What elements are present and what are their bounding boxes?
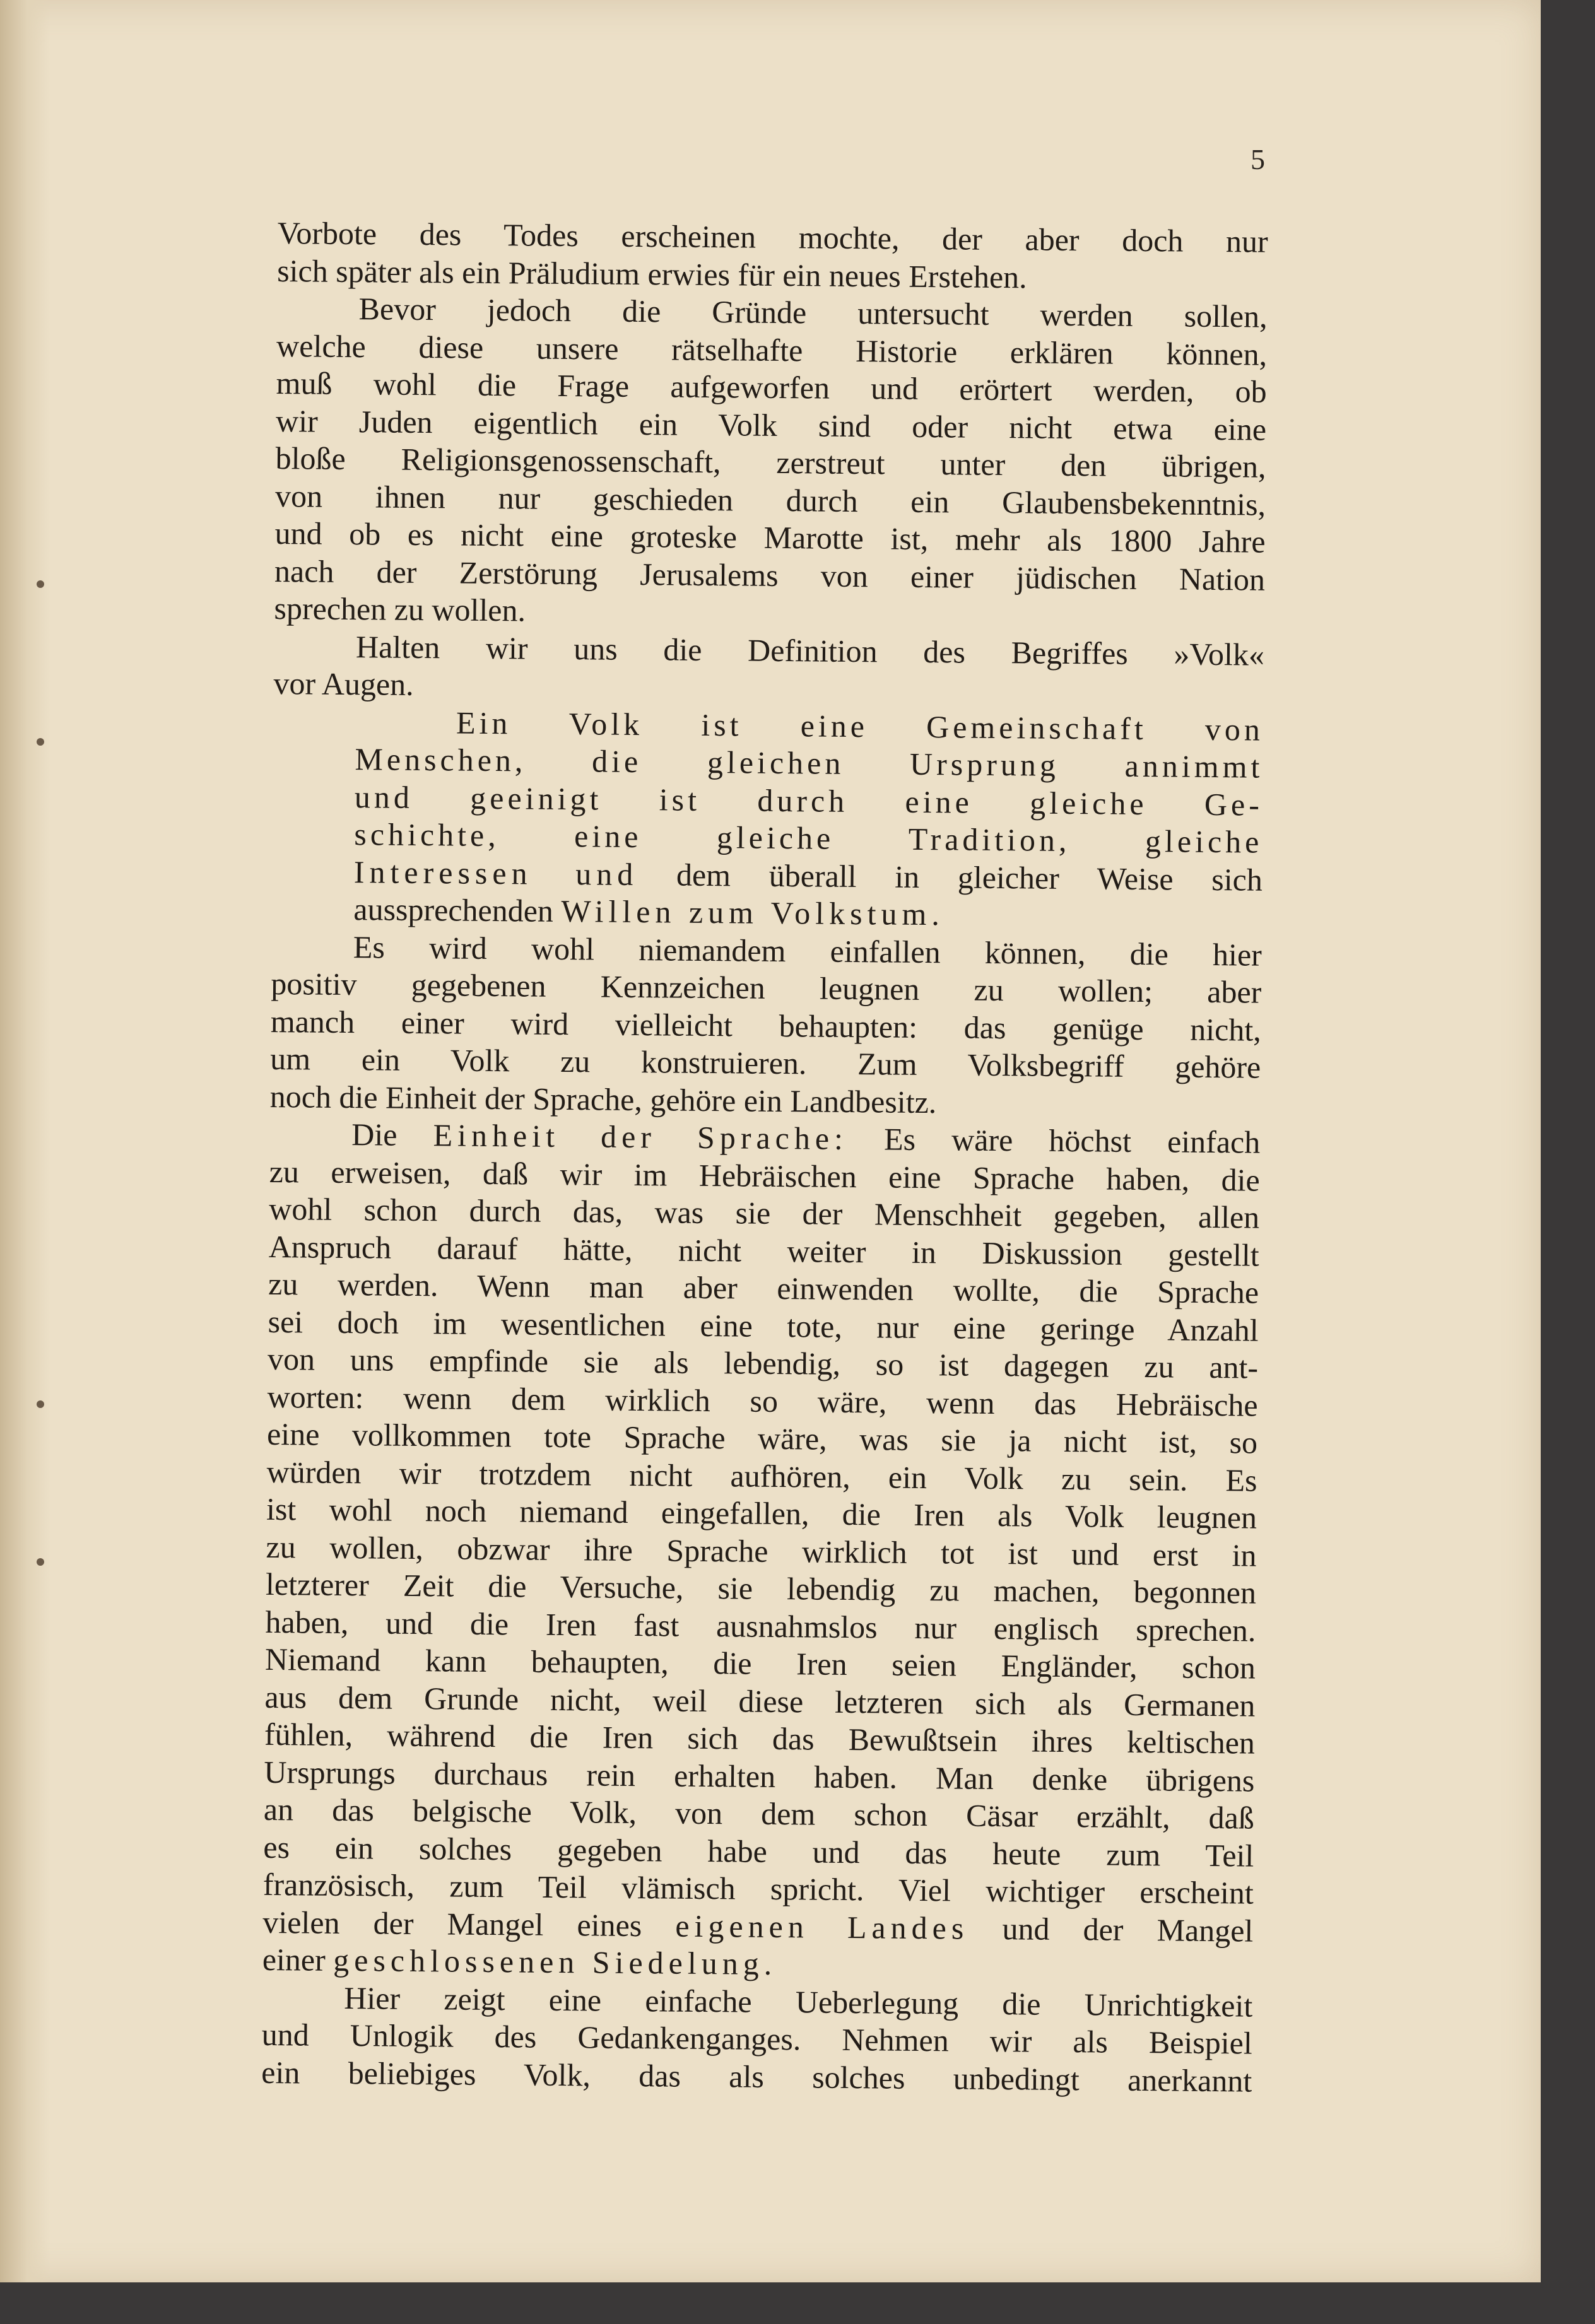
- text-line: sprechen zu wollen.: [274, 590, 526, 628]
- text-line: und geeinigt ist durch eine gleiche Ge-: [354, 778, 1264, 823]
- text-line: fühlen, während die Iren sich das Bewußtsein ihres keltischen: [264, 1716, 1256, 1761]
- text-segment: vielen der Mangel eines: [262, 1904, 676, 1944]
- text-line: französisch, zum Teil vlämisch spricht. Viel wichtiger erscheint: [262, 1866, 1254, 1911]
- text-line: Anspruch darauf hätte, nicht weiter in Diskussion gestellt: [268, 1228, 1259, 1273]
- text-line: zu wollen, obzwar ihre Sprache wirklich tot ist und erst in: [266, 1529, 1257, 1573]
- text-line: welche diese unsere rätselhafte Historie erklären können,: [276, 327, 1268, 372]
- text-line: Es wird wohl niemandem einfallen können, die hier: [353, 929, 1262, 973]
- text-line: Ursprungs durchaus rein erhalten haben. Man denke übrigens: [264, 1754, 1255, 1799]
- text-line: letzterer Zeit die Versuche, sie lebendig zu machen, begonnen: [265, 1566, 1257, 1611]
- text-segment: Es wäre höchst einfach: [847, 1120, 1261, 1160]
- text-line: manch einer wird vielleicht behaupten: das genüge nicht,: [270, 1003, 1262, 1048]
- text-line: sich später als ein Präludium erwies für ein neues Erstehen.: [276, 252, 1027, 295]
- text-line: Bevor jedoch die Gründe untersucht werden sollen,: [358, 291, 1268, 334]
- page-number: 5: [1251, 143, 1265, 175]
- text-line: wir Juden eigentlich ein Volk sind oder nicht etwa eine: [275, 402, 1267, 447]
- text-line: und Unlogik des Gedankenganges. Nehmen wir als Beispiel: [261, 2016, 1253, 2061]
- text-line: noch die Einheit der Sprache, gehöre ein Landbesitz.: [269, 1078, 937, 1120]
- text-line: und ob es nicht eine groteske Marotte ist, mehr als 1800 Jahre: [274, 515, 1266, 560]
- text-line: würden wir trotzdem nicht aufhören, ein Volk zu sein. Es: [266, 1453, 1257, 1498]
- text-segment: geschlossenen Siedelung.: [333, 1942, 777, 1982]
- text-segment: eigenen Landes: [675, 1908, 969, 1946]
- margin-mark: [37, 580, 44, 588]
- margin-mark: [37, 1558, 44, 1566]
- text-segment: Die: [351, 1117, 433, 1153]
- text-line: zu werden. Wenn man aber einwenden wollte, die Sprache: [268, 1265, 1259, 1310]
- text-segment: dem überall in gleicher Weise sich: [638, 856, 1263, 898]
- text-segment: einer: [262, 1941, 334, 1978]
- text-line: ist wohl noch niemand eingefallen, die Iren als Volk leugnen: [266, 1491, 1257, 1535]
- text-line: positiv gegebenen Kennzeichen leugnen zu wollen; aber: [271, 965, 1262, 1010]
- text-line: Menschen, die gleichen Ursprung annimmt: [355, 741, 1264, 785]
- text-line: Hier zeigt eine einfache Ueberlegung die Unrichtigkeit: [344, 1980, 1253, 2024]
- text-segment: aussprechenden: [353, 891, 562, 929]
- text-line: von uns empfinde sie als lebendig, so ist dagegen zu ant-: [267, 1341, 1259, 1385]
- text-line: nach der Zerstörung Jerusalems von einer jüdischen Nation: [274, 553, 1266, 597]
- text-segment: Interessen und: [353, 854, 639, 892]
- text-line: Halten wir uns die Definition des Begriffes »Volk«: [355, 628, 1265, 672]
- text-line: von ihnen nur geschieden durch ein Glaubensbekenntnis,: [274, 478, 1266, 522]
- text-line: um ein Volk zu konstruieren. Zum Volksbegriff gehöre: [270, 1040, 1261, 1085]
- text-line: eine vollkommen tote Sprache wäre, was sie ja nicht ist, so: [266, 1416, 1258, 1460]
- text-line: an das belgische Volk, von dem schon Cäsar erzählt, daß: [263, 1791, 1255, 1836]
- text-line: sei doch im wesentlichen eine tote, nur eine geringe Anzahl: [268, 1303, 1259, 1348]
- text-line: wohl schon durch das, was sie der Menschheit gegeben, allen: [269, 1190, 1260, 1235]
- text-line: worten: wenn dem wirklich so wäre, wenn das Hebräische: [267, 1378, 1258, 1423]
- margin-mark: [37, 738, 44, 746]
- text-line: aus dem Grunde nicht, weil diese letzteren sich als Germanen: [264, 1679, 1256, 1723]
- text-segment: Einheit der Sprache:: [433, 1117, 849, 1156]
- text-line: zu erweisen, daß wir im Hebräischen eine Sprache haben, die: [269, 1153, 1260, 1198]
- text-line: Ein Volk ist eine Gemeinschaft von: [456, 705, 1264, 748]
- page-binding-shadow: [0, 0, 50, 2282]
- text-line: muß wohl die Frage aufgeworfen und erörtert werden, ob: [276, 365, 1267, 409]
- text-line: es ein solches gegeben habe und das heute zum Teil: [263, 1829, 1254, 1874]
- text-line: haben, und die Iren fast ausnahmslos nur englisch sprechen.: [265, 1604, 1256, 1648]
- text-line: Niemand kann behaupten, die Iren seien Engländer, schon: [264, 1641, 1256, 1686]
- text-segment: Willen zum Volkstum.: [561, 893, 945, 932]
- text-line: vor Augen.: [273, 665, 414, 702]
- text-segment: und der Mangel: [968, 1910, 1254, 1949]
- text-line: schichte, eine gleiche Tradition, gleiche: [354, 816, 1263, 860]
- margin-mark: [37, 1400, 44, 1408]
- text-line: ein beliebiges Volk, das als solches unbedingt anerkannt: [261, 2054, 1252, 2099]
- text-line: Vorbote des Todes erscheinen mochte, der aber doch nur: [277, 214, 1268, 259]
- body-text: [261, 214, 1268, 2100]
- text-line: bloße Religionsgenossenschaft, zerstreut unter den übrigen,: [275, 440, 1266, 484]
